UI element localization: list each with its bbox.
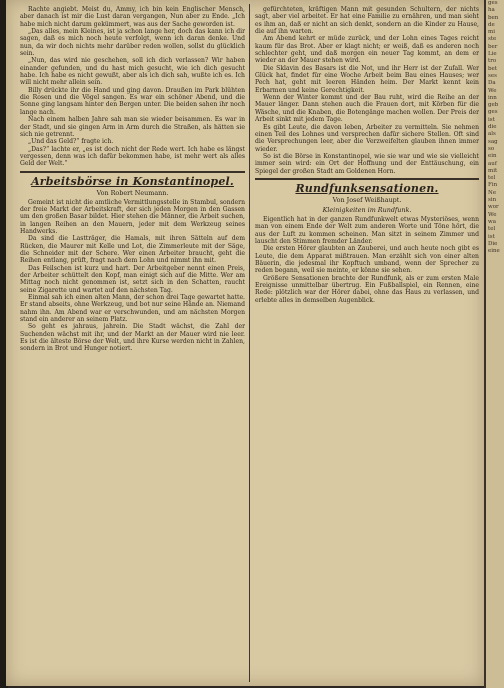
- adjacent-page-fragment: bet: [488, 65, 497, 72]
- article-paragraph: gefürchteten, kräftigen Mann mit gesunden Schultern, der nichts sagt, aber viel arbeitet. Er hat eine Familie zu ernähren, und man sieht es ihm an, daß er nicht an sich denkt, sondern an die Kinder zu Hause, die auf ihn warten.: [255, 6, 479, 36]
- article-paragraph: Wenn der Winter kommt und der Bau ruht, wird die Reihe an der Mauer länger. Dann stehen auch die Frauen dort, mit Körben für die Wäsche, und die Knaben, die Botengänge machen wollen. Der Preis der Arbeit sinkt mit jedem Tage.: [255, 94, 479, 124]
- adjacent-page-fragment: ses: [488, 72, 497, 79]
- adjacent-page-fragment: ben: [488, 14, 499, 21]
- article-paragraph: Gemeint ist nicht die amtliche Vermittlungsstelle in Stambul, sondern der freie Markt der Arbeitskraft, der sich jeden Morgen in den Gassen um den großen Basar bildet. Hier stehen die Männer, die Arbeit suchen, in langen Reihen an den Mauern, jeder mit dem Werkzeug seines Handwerks.: [20, 198, 245, 235]
- adjacent-page-fragment: Die: [488, 240, 498, 247]
- story-paragraph: Nach einem halben Jahre sah man sie wieder beisammen. Es war in der Stadt, und sie gingen Arm in Arm durch die Straßen, als hätten sie sich nie getrennt.: [20, 116, 245, 138]
- adjacent-page-fragment: inn: [488, 94, 497, 101]
- adjacent-page-fragment: Da: [488, 80, 496, 87]
- article-subtitle: Kleinigkeiten im Rundfunk.: [322, 205, 412, 214]
- article-body-arbeitsboerse: [20, 199, 245, 353]
- adjacent-page-fragment: die: [488, 124, 497, 131]
- article-paragraph: Die Sklavin des Basars ist die Not, und ihr Herr ist der Zufall. Wer Glück hat, findet für eine Woche Arbeit beim Bau eines Hauses; wer Pech hat, geht mit leeren Händen heim. Der Markt kennt kein Erbarmen und keine Gerechtigkeit.: [255, 64, 479, 94]
- adjacent-page-fragment: ges: [488, 109, 498, 116]
- article-byline: Von Robert Neumann.: [96, 188, 169, 197]
- adjacent-page-fragment: We: [488, 211, 497, 218]
- article-body-rundfunk: [255, 216, 479, 304]
- article-paragraph: Die ersten Hörer glaubten an Zauberei, und auch heute noch gibt es Leute, die dem Apparat mißtrauen. Man erzählt sich von einer alten Bäuerin, die jedesmal ihr Kopftuch umband, wenn der Sprecher zu reden begann, weil sie meinte, er könne sie sehen.: [255, 245, 479, 275]
- adjacent-page-fragment: wor: [488, 204, 499, 211]
- adjacent-page-fragment: Ne: [488, 189, 497, 196]
- story-paragraph: Billy drückte ihr die Hand und ging davon. Draußen im Park blühten die Rosen und die Vögel sangen. Es war ein schöner Abend, und die Sonne ging langsam hinter den Bergen unter. Die beiden sahen ihr noch lange nach.: [20, 86, 245, 116]
- section-rule: [20, 171, 245, 173]
- article-continuation: [255, 6, 479, 175]
- article-paragraph: Da sind die Lastträger, die Hamals, mit ihren Sätteln auf dem Rücken, die Maurer mit Kelle und Lot, die Zimmerleute mit der Säge, die Schneider mit der Schere. Wer einen Arbeiter braucht, geht die Reihen entlang, prüft, fragt nach dem Lohn und nimmt ihn mit.: [20, 235, 245, 265]
- adjacent-page-fragment: Lie: [488, 51, 497, 58]
- adjacent-page-fragment: ist: [488, 233, 495, 240]
- adjacent-page-fragment: de: [488, 21, 495, 28]
- story-paragraph: „Und das Geld?“ fragte ich.: [28, 138, 114, 146]
- adjacent-page-fragment: ber: [488, 43, 498, 50]
- adjacent-page-fragment: ha: [488, 7, 495, 14]
- article-paragraph: Größere Sensationen brachte der Rundfunk, als er zum ersten Male Ereignisse unmittelbar übertrug. Ein Fußballspiel, ein Rennen, eine Rede: plötzlich war der Hörer dabei, ohne das Haus zu verlassen, und erlebte alles in demselben Augenblick.: [255, 274, 479, 304]
- adjacent-page-fragment: tel: [488, 175, 496, 182]
- story-paragraph: „Das?“ lachte er, „es ist doch nicht der Rede wert. Ich habe es längst vergessen, denn was ich dafür bekommen habe, ist mehr wert als alles Geld der Welt.“: [20, 145, 245, 168]
- adjacent-page-fragment: wa: [488, 218, 496, 225]
- adjacent-page-fragment: ist: [488, 116, 495, 123]
- article-paragraph: Einmal sah ich einen alten Mann, der schon drei Tage gewartet hatte. Er stand abseits, ohne Werkzeug, und bot nur seine Hände an. Niemand nahm ihn. Am Abend war er verschwunden, und am nächsten Morgen stand ein anderer an seinem Platz.: [20, 294, 245, 324]
- article-paragraph: Das Feilschen ist kurz und hart. Der Arbeitgeber nennt einen Preis, der Arbeiter schüttelt den Kopf, man einigt sich auf die Mitte. Wer am Mittag noch nicht genommen ist, setzt sich in den Schatten, raucht seine Zigarette und wartet auf den nächsten Tag.: [20, 264, 245, 294]
- adjacent-page-fragment: ges: [488, 0, 498, 6]
- story-continuation: [20, 6, 245, 168]
- article-paragraph: So ist die Börse in Konstantinopel, wie sie war und wie sie vielleicht immer sein wird: ein Ort der Hoffnung und der Enttäuschung, ein Spiegel der großen Stadt am Goldenen Horn.: [255, 152, 479, 175]
- adjacent-page-fragment: eine: [488, 248, 500, 255]
- article-title-rundfunk: Rundfunksensationen.: [295, 181, 439, 195]
- adjacent-page-fragment: geb: [488, 102, 499, 109]
- story-paragraph: „Das alles, mein Kleines, ist ja schon lange her, doch das kann ich dir sagen, daß es mich noch heute verfolgt, wenn ich daran denke. Und nun, da wir doch nichts mehr darüber reden wollen, sollst du glücklich sein.: [20, 28, 245, 58]
- adjacent-page-fragment: sag: [488, 138, 498, 145]
- adjacent-page-fragment: auf: [488, 160, 497, 167]
- adjacent-page-fragment: tel: [488, 226, 496, 233]
- article-paragraph: Am Abend kehrt er müde zurück, und der Lohn eines Tages reicht kaum für das Brot. Aber er klagt nicht; er weiß, daß es anderen noch schlechter geht, und daß morgen ein neuer Tag kommt, an dem er wieder an der Mauer stehen wird.: [255, 35, 479, 65]
- adjacent-page-fragment: ein: [488, 153, 497, 160]
- adjacent-page-fragment: mit: [488, 167, 498, 174]
- left-column: [20, 6, 245, 682]
- story-paragraph: Rachte angiebt. Meist du, Ammy, ich bin kein Englischer Mensch, aber danach ist mir die Lust daran vergangen, Nun aber zu Ende. „Ich habe mich nicht darum gekümmert, was aus der Sache geworden ist.: [20, 6, 245, 28]
- article-paragraph: Eigentlich hat in der ganzen Rundfunkwelt etwas Mysteriöses, wenn man von einem Ende der Welt zum anderen Worte und Töne hört, die aus der Luft zu kommen scheinen. Man sitzt in seinem Zimmer und lauscht den Stimmen fremder Länder.: [255, 215, 479, 245]
- article-byline: Von Josef Weißhaupt.: [332, 195, 402, 204]
- section-rule: [255, 178, 479, 180]
- article-paragraph: So geht es jahraus, jahrein. Die Stadt wächst, die Zahl der Suchenden wächst mit ihr, und der Markt an der Mauer wird nie leer. Es ist die älteste Börse der Welt, und ihre Kurse werden nicht in Zahlen, sondern in Brot und Hunger notiert.: [20, 323, 245, 353]
- newspaper-page: [6, 0, 484, 686]
- article-paragraph: Es gibt Leute, die davon leben, Arbeiter zu vermitteln. Sie nehmen einen Teil des Lohnes und versprechen dafür sichere Stellen. Oft sind die Versprechungen leer, aber die Verzweifelten glauben ihnen immer wieder.: [255, 123, 479, 153]
- adjacent-page-fragment: so: [488, 145, 495, 152]
- adjacent-page-edge: [484, 0, 504, 688]
- adjacent-page-fragment: We: [488, 87, 497, 94]
- adjacent-page-fragment: als: [488, 131, 496, 138]
- article-title-arbeitsboerse: Arbeitsbörse in Konstantinopel.: [31, 174, 234, 188]
- adjacent-page-fragment: sin: [488, 197, 497, 204]
- adjacent-page-fragment: Fin: [488, 182, 498, 189]
- adjacent-page-fragment: mi: [488, 29, 495, 36]
- column-divider: [249, 4, 250, 682]
- adjacent-page-fragment: ste: [488, 36, 497, 43]
- right-column: [255, 6, 479, 682]
- adjacent-page-fragment: tro: [488, 58, 497, 65]
- story-paragraph: „Nun, das wird nie geschehen, soll ich dich verlassen? Wir haben einander gefunden, und du hast mich gesucht, wie ich dich gesucht habe. Ich habe es nicht gewußt, aber als ich dich sah, wußte ich es. Ich will nicht mehr allein sein.: [20, 57, 245, 87]
